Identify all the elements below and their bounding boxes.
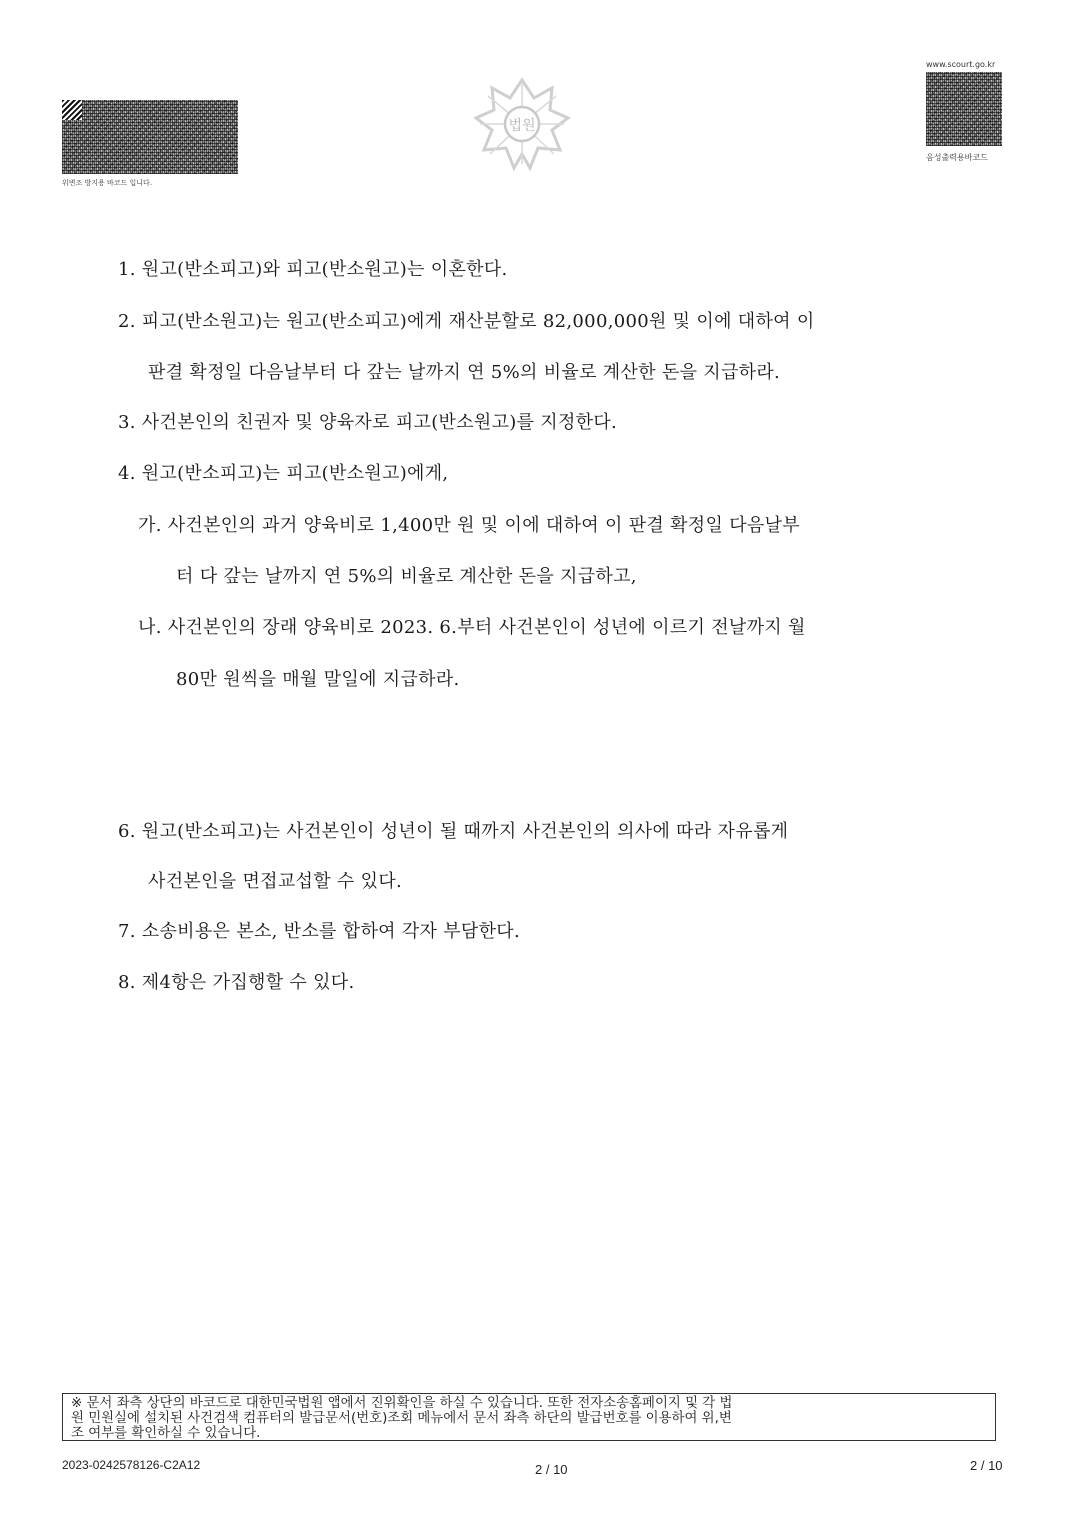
verification-notice-line-3: 조 여부를 확인하실 수 있습니다. [71, 1426, 261, 1441]
issue-number: 2023-0242578126-C2A12 [62, 1458, 201, 1472]
judgment-item-1: 1. 원고(반소피고)와 피고(반소원고)는 이혼한다. [118, 259, 508, 280]
judgment-item-8: 8. 제4항은 가집행할 수 있다. [118, 972, 355, 993]
scourt-url: www.scourt.go.kr [926, 60, 996, 69]
judgment-item-6-line-1: 6. 원고(반소피고)는 사건본인이 성년이 될 때까지 사건본인의 의사에 따라 자유롭게 [118, 821, 789, 842]
judgment-item-7: 7. 소송비용은 본소, 반소를 합하여 각자 부담한다. [118, 921, 521, 942]
judgment-item-2-line-2: 판결 확정일 다음날부터 다 갚는 날까지 연 5%의 비율로 계산한 돈을 지급하라. [148, 362, 781, 383]
verification-notice-line-1: ※ 문서 좌측 상단의 바코드로 대한민국법원 앱에서 진위확인을 하실 수 있습니다. 또한 전자소송홈페이지 및 각 법 [71, 1396, 733, 1411]
judgment-item-4b-line-2: 80만 원씩을 매월 말일에 지급하라. [176, 669, 460, 690]
judgment-item-4: 4. 원고(반소피고)는 피고(반소원고)에게, [118, 463, 449, 484]
judgment-item-4a-line-1: 가. 사건본인의 과거 양육비로 1,400만 원 및 이에 대하여 이 판결 확정일 다음날부 [138, 515, 800, 536]
verification-notice-line-2: 원 민원실에 설치된 사건검색 컴퓨터의 발급문서(번호)조회 메뉴에서 문서 좌측 하단의 발급번호를 이용하여 위,변 [71, 1411, 732, 1426]
anti-forgery-caption: 위변조 방지용 바코드 입니다. [62, 179, 153, 187]
judgment-item-4a-line-2: 터 다 갚는 날까지 연 5%의 비율로 계산한 돈을 지급하고, [176, 566, 637, 587]
barcode-corner-mark [62, 100, 82, 120]
judgment-item-3: 3. 사건본인의 친권자 및 양육자로 피고(반소원고)를 지정한다. [118, 412, 618, 433]
voice-barcode-caption: 음성출력용바코드 [926, 153, 988, 162]
court-seal-icon [472, 74, 572, 174]
judgment-item-2-line-1: 2. 피고(반소원고)는 원고(반소피고)에게 재산분할로 82,000,000원 및 이에 대하여 이 [118, 311, 815, 332]
anti-forgery-barcode [62, 100, 238, 174]
voice-output-barcode [926, 72, 1002, 146]
judgment-item-4b-line-1: 나. 사건본인의 장래 양육비로 2023. 6.부터 사건본인이 성년에 이르기 전날까지 월 [138, 617, 806, 638]
page-number-right: 2 / 10 [970, 1458, 1003, 1473]
verification-notice [62, 1393, 996, 1441]
judgment-item-6-line-2: 사건본인을 면접교섭할 수 있다. [148, 871, 403, 892]
page-number-center: 2 / 10 [535, 1462, 568, 1477]
court-seal-text: 법원 [508, 118, 536, 134]
